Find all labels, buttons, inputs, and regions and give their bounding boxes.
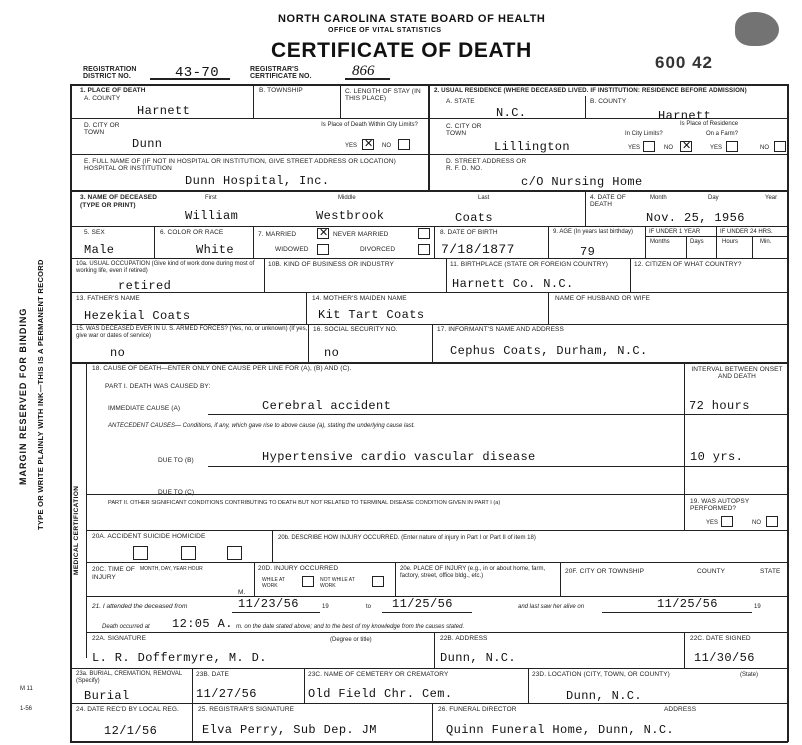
- injury-county-label: COUNTY: [697, 568, 726, 575]
- hours-label: Hours: [722, 239, 739, 245]
- date-signed: 11/30/56: [694, 651, 755, 665]
- death-city: Dunn: [132, 137, 163, 151]
- margin-binding-text: MARGIN RESERVED FOR BINDING: [18, 307, 28, 485]
- mother-label: 14. MOTHER'S MAIDEN NAME: [312, 295, 407, 302]
- stamp-number: 600 42: [655, 53, 713, 72]
- burial: Burial: [84, 689, 130, 703]
- injury-city-label: 20F. CITY OR TOWNSHIP: [565, 568, 645, 575]
- funeral-director-label: 26. FUNERAL DIRECTOR: [438, 706, 517, 713]
- date-of-death-label: 4. DATE OF DEATH: [590, 194, 626, 209]
- place-of-residence-label: Is Place of Residence: [680, 121, 739, 127]
- age: 79: [580, 245, 596, 259]
- informant-label: 17. INFORMANT'S NAME AND ADDRESS: [437, 326, 564, 333]
- days-label: Days: [690, 239, 704, 245]
- while-work-checkbox: [302, 576, 314, 587]
- citizen-label: 12. CITIZEN OF WHAT COUNTRY?: [634, 261, 742, 268]
- m-label: M.: [238, 589, 246, 596]
- deceased-name-label: 3. NAME OF DECEASED (TYPE OR PRINT): [80, 194, 158, 209]
- certifier-address-label: 22B. ADDRESS: [440, 635, 488, 642]
- age-label: 9. AGE (In years last birthday): [553, 229, 634, 235]
- attended-from: 11/23/56: [238, 597, 299, 611]
- homicide-checkbox: [227, 546, 242, 560]
- time-of-injury-label: 20C. TIME OF INJURY: [92, 566, 135, 582]
- death-county-label: A. COUNTY: [84, 95, 121, 102]
- registrar-cert-no: 866: [352, 63, 375, 79]
- suicide-checkbox: [181, 546, 196, 560]
- cemetery-label: 23C. NAME OF CEMETERY OR CREMATORY: [308, 671, 449, 678]
- while-work-label: WHILE AT WORK: [262, 577, 285, 589]
- widowed-label: WIDOWED: [275, 246, 309, 253]
- last-name: Coats: [455, 211, 494, 225]
- cause-label: 18. CAUSE OF DEATH—ENTER ONLY ONE CAUSE PER LINE FOR (A), (B) AND (C).: [92, 365, 352, 372]
- day-label: Day: [708, 195, 719, 201]
- within-limits-no-checkbox: [398, 139, 410, 150]
- accident-checkbox: [133, 546, 148, 560]
- residence-city: Lillington: [494, 140, 571, 154]
- location-state-label: (State): [740, 672, 759, 678]
- hospital-label: E. FULL NAME OF (IF NOT IN HOSPITAL OR INSTITUTION, GIVE STREET ADDRESS OR LOCATION) HOSPITAL OR INSTITUTION: [84, 158, 396, 173]
- signature: L. R. Doffermyre, M. D.: [92, 651, 267, 665]
- birth-label: 8. DATE OF BIRTH: [440, 229, 498, 236]
- business-label: 10B. KIND OF BUSINESS OR INDUSTRY: [268, 261, 394, 268]
- in-city-no-checkbox: ✕: [682, 140, 692, 152]
- interval-label: INTERVAL BETWEEN ONSET AND DEATH: [691, 366, 783, 381]
- attended-to: 11/25/56: [392, 597, 453, 611]
- residence-state: N.C.: [496, 106, 527, 120]
- not-while-work-checkbox: [372, 576, 384, 587]
- length-of-stay-label: C. LENGTH OF STAY (IN THIS PLACE): [345, 88, 421, 103]
- in-city-yes-checkbox: [643, 141, 655, 152]
- accident-label: 20A. ACCIDENT SUICIDE HOMICIDE: [92, 533, 206, 540]
- immediate-cause: Cerebral accident: [262, 399, 392, 413]
- father: Hezekial Coats: [84, 309, 191, 323]
- autopsy-no-checkbox: [766, 516, 778, 527]
- month-label: Month: [650, 195, 667, 201]
- office-title: OFFICE OF VITAL STATISTICS: [328, 27, 442, 34]
- widowed-checkbox: [317, 244, 329, 255]
- form-date: 1-56: [20, 706, 33, 712]
- within-no-label: NO: [382, 143, 391, 149]
- rec-date-label: 24. DATE REC'D BY LOCAL REG.: [76, 706, 179, 713]
- farm-no-checkbox: [774, 141, 786, 152]
- certificate-title: CERTIFICATE OF DEATH: [271, 39, 532, 62]
- ink-smudge: [735, 12, 779, 46]
- autopsy-yes-label: YES: [706, 520, 719, 526]
- degree-label: (Degree or title): [330, 637, 372, 643]
- armed-forces: no: [110, 346, 126, 360]
- part1-label: PART I. DEATH WAS CAUSED BY:: [105, 383, 211, 390]
- color: White: [196, 243, 235, 257]
- occupation: retired: [118, 279, 172, 293]
- board-title: NORTH CAROLINA STATE BOARD OF HEALTH: [278, 13, 546, 25]
- permanent-record-text: TYPE OR WRITE PLAINLY WITH INK—THIS IS A PERMANENT RECORD: [36, 259, 45, 530]
- armed-forces-label: 15. WAS DECEASED EVER IN U. S. ARMED FORCES? (Yes, no, or unknown) (If yes, give war or dates of service): [76, 326, 308, 339]
- mother: Kit Tart Coats: [318, 308, 425, 322]
- informant: Cephus Coats, Durham, N.C.: [450, 344, 648, 358]
- to-label: to: [366, 604, 372, 610]
- not-while-work-label: NOT WHILE AT WORK: [320, 577, 355, 589]
- death-city-label: D. CITY OR TOWN: [84, 122, 120, 137]
- autopsy-label: 19. WAS AUTOPSY PERFORMED?: [690, 498, 750, 513]
- color-label: 6. COLOR OR RACE: [160, 229, 224, 236]
- attended-label: 21. I attended the deceased from: [92, 603, 188, 610]
- place-of-injury-label: 20e. PLACE OF INJURY (e.g., in or about home, farm, factory, street, office bldg., etc.): [400, 566, 546, 579]
- first-label: First: [205, 195, 217, 201]
- registration-district-no: 43-70: [175, 65, 220, 81]
- form-code: M 11: [20, 686, 33, 692]
- certifier-address: Dunn, N.C.: [440, 651, 517, 665]
- residence-city-label: C. CITY OR TOWN: [446, 123, 482, 138]
- within-yes-label: YES: [345, 143, 358, 149]
- last-label: Last: [478, 195, 490, 201]
- birthplace: Harnett Co. N.C.: [452, 277, 574, 291]
- last-seen-year-label: 19: [754, 604, 761, 610]
- due-to-b-interval: 10 yrs.: [690, 450, 744, 464]
- divorced-checkbox: [418, 244, 430, 255]
- signature-label: 22A. SIGNATURE: [92, 635, 147, 642]
- ssn-label: 16. SOCIAL SECURITY NO.: [313, 326, 398, 333]
- ssn: no: [324, 346, 340, 360]
- time-sub-label: MONTH, DAY, YEAR HOUR: [140, 566, 203, 572]
- registrar-label: 25. REGISTRAR'S SIGNATURE: [198, 706, 295, 713]
- location: Dunn, N.C.: [566, 689, 643, 703]
- farm-yes-checkbox: [726, 141, 738, 152]
- sex-label: 5. SEX: [84, 229, 105, 236]
- usual-residence-label: 2. USUAL RESIDENCE (WHERE DECEASED LIVED. IF INSTITUTION: RESIDENCE BEFORE ADMISSION): [434, 87, 747, 94]
- spouse-label: NAME OF HUSBAND OR WIFE: [555, 295, 651, 302]
- from-year-label: 19: [322, 604, 329, 610]
- father-label: 13. FATHER'S NAME: [76, 295, 140, 302]
- part2-label: PART II. OTHER SIGNIFICANT CONDITIONS CONTRIBUTING TO DEATH BUT NOT RELATED TO TERMINAL DISEASE CONDITION GIVEN IN PART I (a): [108, 500, 501, 506]
- months-label: Months: [650, 239, 670, 245]
- location-label: 23D. LOCATION (CITY, TOWN, OR COUNTY): [532, 671, 670, 678]
- registrar: Elva Perry, Sub Dep. JM: [202, 723, 377, 737]
- year-label: Year: [765, 195, 778, 201]
- in-city-no-label: NO: [664, 145, 673, 151]
- under-24-hrs-label: IF UNDER 24 HRS.: [720, 229, 773, 235]
- autopsy-yes-checkbox: [721, 516, 733, 527]
- burial-date-label: 23B. DATE: [196, 671, 229, 678]
- residence-state-label: A. STATE: [446, 98, 475, 105]
- medical-certification-text: MEDICAL CERTIFICATION: [73, 485, 80, 575]
- registrar-cert-label: REGISTRAR'S CERTIFICATE NO.: [250, 66, 312, 81]
- birth: 7/18/1877: [441, 242, 515, 257]
- street-label: D. STREET ADDRESS OR R. F. D. NO.: [446, 158, 527, 173]
- residence-county-label: B. COUNTY: [590, 98, 627, 105]
- cemetery: Old Field Chr. Cem.: [308, 687, 453, 701]
- burial-label: 23a. BURIAL, CREMATION, REMOVAL (Specify): [76, 671, 182, 684]
- registration-district-label: REGISTRATION DISTRICT NO.: [83, 66, 137, 81]
- middle-label: Middle: [338, 195, 356, 201]
- sex: Male: [84, 243, 115, 257]
- married-label: 7. MARRIED: [258, 231, 297, 238]
- immediate-cause-label: IMMEDIATE CAUSE (A): [108, 405, 181, 412]
- due-to-c-label: DUE TO (C): [158, 489, 195, 496]
- antecedent-label: ANTECEDENT CAUSES— Conditions, if any, which gave rise to above cause (a), stating the underlying cause last.: [108, 423, 416, 429]
- date-signed-label: 22C. DATE SIGNED: [690, 635, 751, 642]
- due-to-b-label: DUE TO (B): [158, 457, 194, 464]
- township-label: B. TOWNSHIP: [259, 87, 303, 94]
- death-county: Harnett: [137, 104, 191, 118]
- never-married-checkbox: [418, 228, 430, 239]
- rec-date: 12/1/56: [104, 724, 158, 738]
- place-of-death-label: 1. PLACE OF DEATH: [80, 87, 146, 94]
- in-city-label: In City Limits?: [625, 131, 663, 137]
- residence-county: Harnett: [658, 109, 712, 123]
- on-farm-label: On a Farm?: [706, 131, 739, 137]
- middle-name: Westbrook: [316, 209, 385, 223]
- street: c/O Nursing Home: [521, 175, 643, 189]
- occupation-label: 10a. USUAL OCCUPATION (Give kind of work done during most of working life, even if retired): [76, 261, 255, 274]
- hospital: Dunn Hospital, Inc.: [185, 174, 330, 188]
- under-1-year-label: IF UNDER 1 YEAR: [649, 229, 701, 235]
- immediate-interval: 72 hours: [689, 399, 750, 413]
- death-occurred-label: Death occurred at: [102, 624, 150, 630]
- divorced-label: DIVORCED: [360, 246, 396, 253]
- last-seen-label: and last saw her alive on: [518, 604, 585, 610]
- due-to-b: Hypertensive cardio vascular disease: [262, 450, 536, 464]
- injury-state-label: STATE: [760, 568, 781, 575]
- knowledge-label: m. on the date stated above; and to the best of my knowledge from the causes stated.: [236, 624, 465, 630]
- never-married-label: NEVER MARRIED: [333, 231, 389, 238]
- married-checkbox: ✕: [319, 227, 329, 239]
- autopsy-no-label: NO: [752, 520, 761, 526]
- farm-no-label: NO: [760, 145, 769, 151]
- within-limits-label: Is Place of Death Within City Limits?: [321, 122, 418, 128]
- describe-injury-label: 20b. DESCRIBE HOW INJURY OCCURRED. (Enter nature of injury in Part I or Part II of item 18): [278, 535, 536, 541]
- funeral-director: Quinn Funeral Home, Dunn, N.C.: [446, 723, 675, 737]
- in-city-yes-label: YES: [628, 145, 641, 151]
- death-time: 12:05 A.: [172, 617, 233, 631]
- birthplace-label: 11. BIRTHPLACE (STATE OR FOREIGN COUNTRY): [450, 261, 609, 268]
- burial-date: 11/27/56: [196, 687, 257, 701]
- injury-occurred-label: 20D. INJURY OCCURRED: [258, 565, 339, 572]
- funeral-director-address-label: ADDRESS: [664, 706, 697, 713]
- first-name: William: [185, 209, 239, 223]
- last-seen: 11/25/56: [657, 597, 718, 611]
- within-limits-yes-checkbox: ✕: [364, 138, 374, 150]
- date-of-death: Nov. 25, 1956: [646, 211, 745, 225]
- min-label: Min.: [760, 239, 772, 245]
- farm-yes-label: YES: [710, 145, 723, 151]
